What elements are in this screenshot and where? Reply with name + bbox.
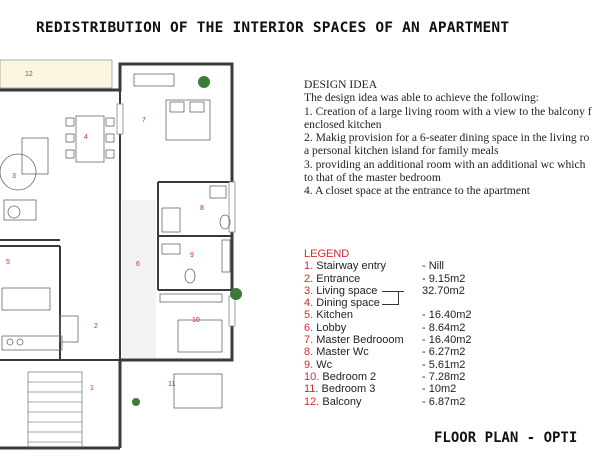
- svg-text:9: 9: [190, 252, 194, 259]
- svg-text:3: 3: [12, 173, 16, 180]
- design-line: a personal kitchen island for family meals: [304, 144, 499, 158]
- design-line: 2. Makig provision for a 6-seater dining space in the living ro: [304, 131, 590, 145]
- svg-text:7: 7: [142, 117, 146, 124]
- design-line: 4. A closet space at the entrance to the apartment: [304, 184, 530, 198]
- design-line: 1. Creation of a large living room with a view to the balcony f: [304, 104, 592, 118]
- svg-text:4: 4: [84, 134, 88, 141]
- legend-heading: LEGEND: [304, 248, 350, 260]
- legend: [304, 248, 472, 408]
- bedroom2-furniture: [160, 294, 222, 352]
- bedroom3-furniture: [174, 374, 222, 408]
- design-heading: DESIGN IDEA: [304, 78, 378, 91]
- legend-item: 3. Living space 32.70m2: [304, 284, 465, 297]
- svg-text:2: 2: [94, 323, 98, 330]
- design-idea-text: [304, 78, 600, 198]
- legend-item: 9. Wc - 5.61m2: [304, 358, 466, 371]
- legend-item: 12. Balcony - 6.87m2: [304, 395, 466, 408]
- exterior-walls: [0, 64, 232, 448]
- legend-item: 10. Bedroom 2 - 7.28m2: [304, 370, 466, 383]
- svg-text:5: 5: [6, 259, 10, 266]
- legend-item: 2. Entrance - 9.15m2: [304, 272, 466, 285]
- legend-item: 7. Master Bedrooom - 16.40m2: [304, 334, 472, 347]
- svg-text:1: 1: [90, 385, 94, 392]
- legend-item: 4. Dining space: [304, 297, 380, 310]
- page-title: REDISTRIBUTION OF THE INTERIOR SPACES OF AN APARTMENT: [36, 20, 510, 36]
- design-intro: The design idea was able to achieve the following:: [304, 91, 540, 105]
- legend-item: 11. Bedroom 3 - 10m2: [304, 383, 457, 396]
- legend-bracket: [382, 291, 399, 305]
- svg-text:12: 12: [25, 71, 33, 78]
- svg-text:6: 6: [136, 261, 140, 268]
- dining-furniture: [66, 116, 114, 162]
- floor-plan-label: FLOOR PLAN - OPTI: [434, 430, 578, 446]
- master-wc-fixtures: [162, 186, 230, 232]
- svg-text:11: 11: [168, 381, 176, 388]
- svg-text:10: 10: [192, 317, 200, 324]
- kitchen-furniture: [2, 288, 78, 350]
- legend-bracket-tail: [398, 291, 404, 292]
- design-line: to that of the master bedroom: [304, 171, 441, 185]
- legend-item: 6. Lobby - 8.64m2: [304, 321, 466, 334]
- design-line: enclosed kitchen: [304, 117, 382, 131]
- design-line: 3. providing an additional room with an additional wc which: [304, 157, 586, 171]
- legend-item: 5. Kitchen - 16.40m2: [304, 309, 472, 322]
- balcony-area: [0, 60, 112, 88]
- legend-item: 8. Master Wc - 6.27m2: [304, 346, 466, 359]
- legend-item: 1. Stairway entry - Nill: [304, 260, 444, 273]
- svg-text:8: 8: [200, 205, 204, 212]
- room-numbers: [6, 71, 204, 392]
- wc-fixtures: [162, 240, 230, 283]
- lobby-corridor: [122, 200, 156, 358]
- stairway: [28, 372, 82, 448]
- living-furniture: [0, 138, 48, 220]
